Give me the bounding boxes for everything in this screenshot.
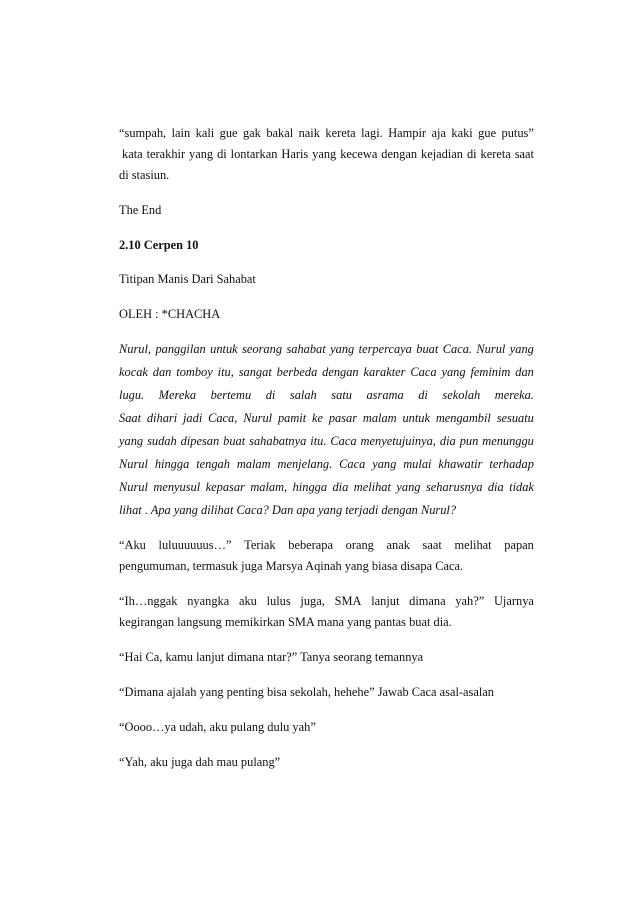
- word: kereta: [325, 126, 356, 140]
- word: papan: [504, 538, 534, 552]
- story-title: Titipan Manis Dari Sahabat: [119, 272, 256, 286]
- word: yah?”: [455, 594, 485, 608]
- word: dia: [332, 480, 349, 494]
- word: melihat: [353, 480, 391, 494]
- word: malam,: [250, 480, 288, 494]
- word: lontarkan: [230, 147, 278, 161]
- word: kecewa: [340, 147, 378, 161]
- word: satu: [331, 388, 352, 402]
- word: “Ih…nggak: [119, 594, 178, 608]
- word: hingga: [154, 457, 190, 471]
- word: yang: [119, 434, 144, 448]
- synopsis-line: [119, 433, 534, 449]
- word: terpercaya: [358, 342, 412, 356]
- synopsis-line: [119, 410, 534, 426]
- word: sekolah: [442, 388, 481, 402]
- word: yang: [312, 147, 337, 161]
- word: untuk: [210, 342, 238, 356]
- word: kereta: [480, 147, 511, 161]
- synopsis-line: [119, 387, 534, 403]
- word: yang: [330, 342, 355, 356]
- word: anak: [386, 538, 410, 552]
- word: menyusul: [153, 480, 201, 494]
- word: Caca.: [442, 342, 472, 356]
- word: Hampir: [388, 126, 427, 140]
- word: yang: [189, 147, 214, 161]
- word: salah: [289, 388, 317, 402]
- story-author: OLEH : *CHACHA: [119, 307, 221, 321]
- word: dihari: [146, 411, 178, 425]
- word: sesuatu: [496, 411, 534, 425]
- word: feminim: [470, 365, 511, 379]
- word: ke: [312, 411, 323, 425]
- word: Nurul: [243, 411, 273, 425]
- word: itu,: [217, 365, 234, 379]
- word: tidak: [509, 480, 534, 494]
- word: saat: [514, 147, 534, 161]
- paragraph-line: di stasiun.: [119, 168, 170, 182]
- synopsis-line: [119, 364, 534, 380]
- word: asrama: [366, 388, 404, 402]
- word: yang: [396, 480, 421, 494]
- word: seorang: [242, 342, 283, 356]
- word: lugu.: [119, 388, 145, 402]
- word: lulus: [266, 594, 291, 608]
- word: gak: [242, 126, 261, 140]
- word: karakter: [363, 365, 406, 379]
- word: kata: [122, 147, 143, 161]
- dialogue-line: “Yah, aku juga dah mau pulang”: [119, 755, 281, 769]
- word: khawatir: [438, 457, 483, 471]
- paragraph-line: [119, 125, 534, 141]
- word: Teriak: [244, 538, 276, 552]
- word: Nurul: [119, 457, 148, 471]
- word: kejadian: [421, 147, 463, 161]
- word: dia: [439, 434, 456, 448]
- word: bertemu: [210, 388, 252, 402]
- word: juga,: [300, 594, 325, 608]
- word: Nurul,: [119, 342, 152, 356]
- word: lanjut: [371, 594, 400, 608]
- word: di: [217, 147, 227, 161]
- word: SMA: [334, 594, 362, 608]
- word: tengah: [196, 457, 230, 471]
- word: saat: [422, 538, 442, 552]
- word: di: [466, 147, 477, 161]
- paragraph-line: [119, 593, 534, 609]
- word: berbeda: [276, 365, 318, 379]
- word: Caca: [330, 434, 357, 448]
- word: luluuuuuus…”: [158, 538, 232, 552]
- word: lain: [171, 126, 191, 140]
- word: menunggu: [482, 434, 534, 448]
- word: aja: [431, 126, 446, 140]
- word: pasar: [328, 411, 358, 425]
- word: pun: [459, 434, 479, 448]
- word: pamit: [277, 411, 307, 425]
- dialogue-line: “Dimana ajalah yang penting bisa sekolah, hehehe” Jawab Caca asal-asalan: [119, 685, 494, 699]
- word: dimana: [409, 594, 446, 608]
- word: Nurul: [476, 342, 506, 356]
- word: Ujarnya: [493, 594, 534, 608]
- word: itu.: [310, 434, 327, 448]
- synopsis-line: [119, 479, 534, 495]
- word: panggilan: [155, 342, 206, 356]
- word: untuk: [402, 411, 430, 425]
- word: yang: [372, 457, 397, 471]
- word: Caca: [339, 457, 366, 471]
- paragraph-line: kegirangan langsung memikirkan SMA mana yang pantas buat dia.: [119, 615, 452, 629]
- word: malam: [362, 411, 397, 425]
- word: menjelang.: [277, 457, 333, 471]
- dialogue-line: “Hai Ca, kamu lanjut dimana ntar?” Tanya seorang temannya: [119, 650, 424, 664]
- word: sahabatnya: [249, 434, 307, 448]
- word: bakal: [266, 126, 294, 140]
- word: malam: [236, 457, 271, 471]
- dialogue-line: “Oooo…ya udah, aku pulang dulu yah”: [119, 720, 316, 734]
- word: tomboy: [176, 365, 213, 379]
- word: menyetujuinya,: [360, 434, 436, 448]
- word: gue: [478, 126, 497, 140]
- word: melihat: [454, 538, 492, 552]
- paragraph-line: [119, 537, 534, 553]
- word: mulai: [403, 457, 432, 471]
- word: Nurul: [119, 480, 148, 494]
- word: dia: [487, 480, 504, 494]
- word: Haris: [281, 147, 309, 161]
- word: kali: [195, 126, 215, 140]
- word: “sumpah,: [119, 126, 167, 140]
- word: sangat: [238, 365, 272, 379]
- section-heading: 2.10 Cerpen 10: [119, 238, 199, 252]
- word: mengambil: [435, 411, 491, 425]
- word: hingga: [292, 480, 328, 494]
- word: orang: [345, 538, 374, 552]
- word: “Aku: [119, 538, 146, 552]
- word: seharusnya: [425, 480, 483, 494]
- word: lagi.: [361, 126, 383, 140]
- word: terhadap: [489, 457, 534, 471]
- word: Mereka: [158, 388, 197, 402]
- paragraph-line: pengumuman, termasuk juga Marsya Aqinah yang biasa disapa Caca.: [119, 559, 464, 573]
- word: terakhir: [146, 147, 186, 161]
- word: putus”: [501, 126, 534, 140]
- word: dengan: [381, 147, 418, 161]
- word: di: [265, 388, 276, 402]
- synopsis-line: [119, 341, 534, 357]
- word: beberapa: [288, 538, 333, 552]
- paragraph-line: [122, 146, 534, 162]
- word: Caca: [410, 365, 437, 379]
- word: kaki: [451, 126, 473, 140]
- word: aku: [238, 594, 257, 608]
- word: kocak: [119, 365, 148, 379]
- word: dengan: [322, 365, 359, 379]
- word: dipesan: [180, 434, 220, 448]
- word: mereka.: [494, 388, 534, 402]
- synopsis-line: lihat . Apa yang dilihat Caca? Dan apa yang terjadi dengan Nurul?: [119, 503, 457, 517]
- word: dan: [152, 365, 172, 379]
- word: gue: [219, 126, 238, 140]
- synopsis-line: [119, 456, 534, 472]
- word: buat: [416, 342, 439, 356]
- word: Saat: [119, 411, 142, 425]
- word: sahabat: [286, 342, 326, 356]
- word: yang: [441, 365, 466, 379]
- word: di: [418, 388, 428, 402]
- word: naik: [298, 126, 320, 140]
- word: buat: [223, 434, 246, 448]
- word: kepasar: [205, 480, 245, 494]
- word: Caca,: [208, 411, 238, 425]
- word: yang: [509, 342, 534, 356]
- the-end-text: The End: [119, 203, 162, 217]
- word: dan: [515, 365, 534, 379]
- word: nyangka: [187, 594, 230, 608]
- word: sudah: [147, 434, 177, 448]
- word: jadi: [182, 411, 203, 425]
